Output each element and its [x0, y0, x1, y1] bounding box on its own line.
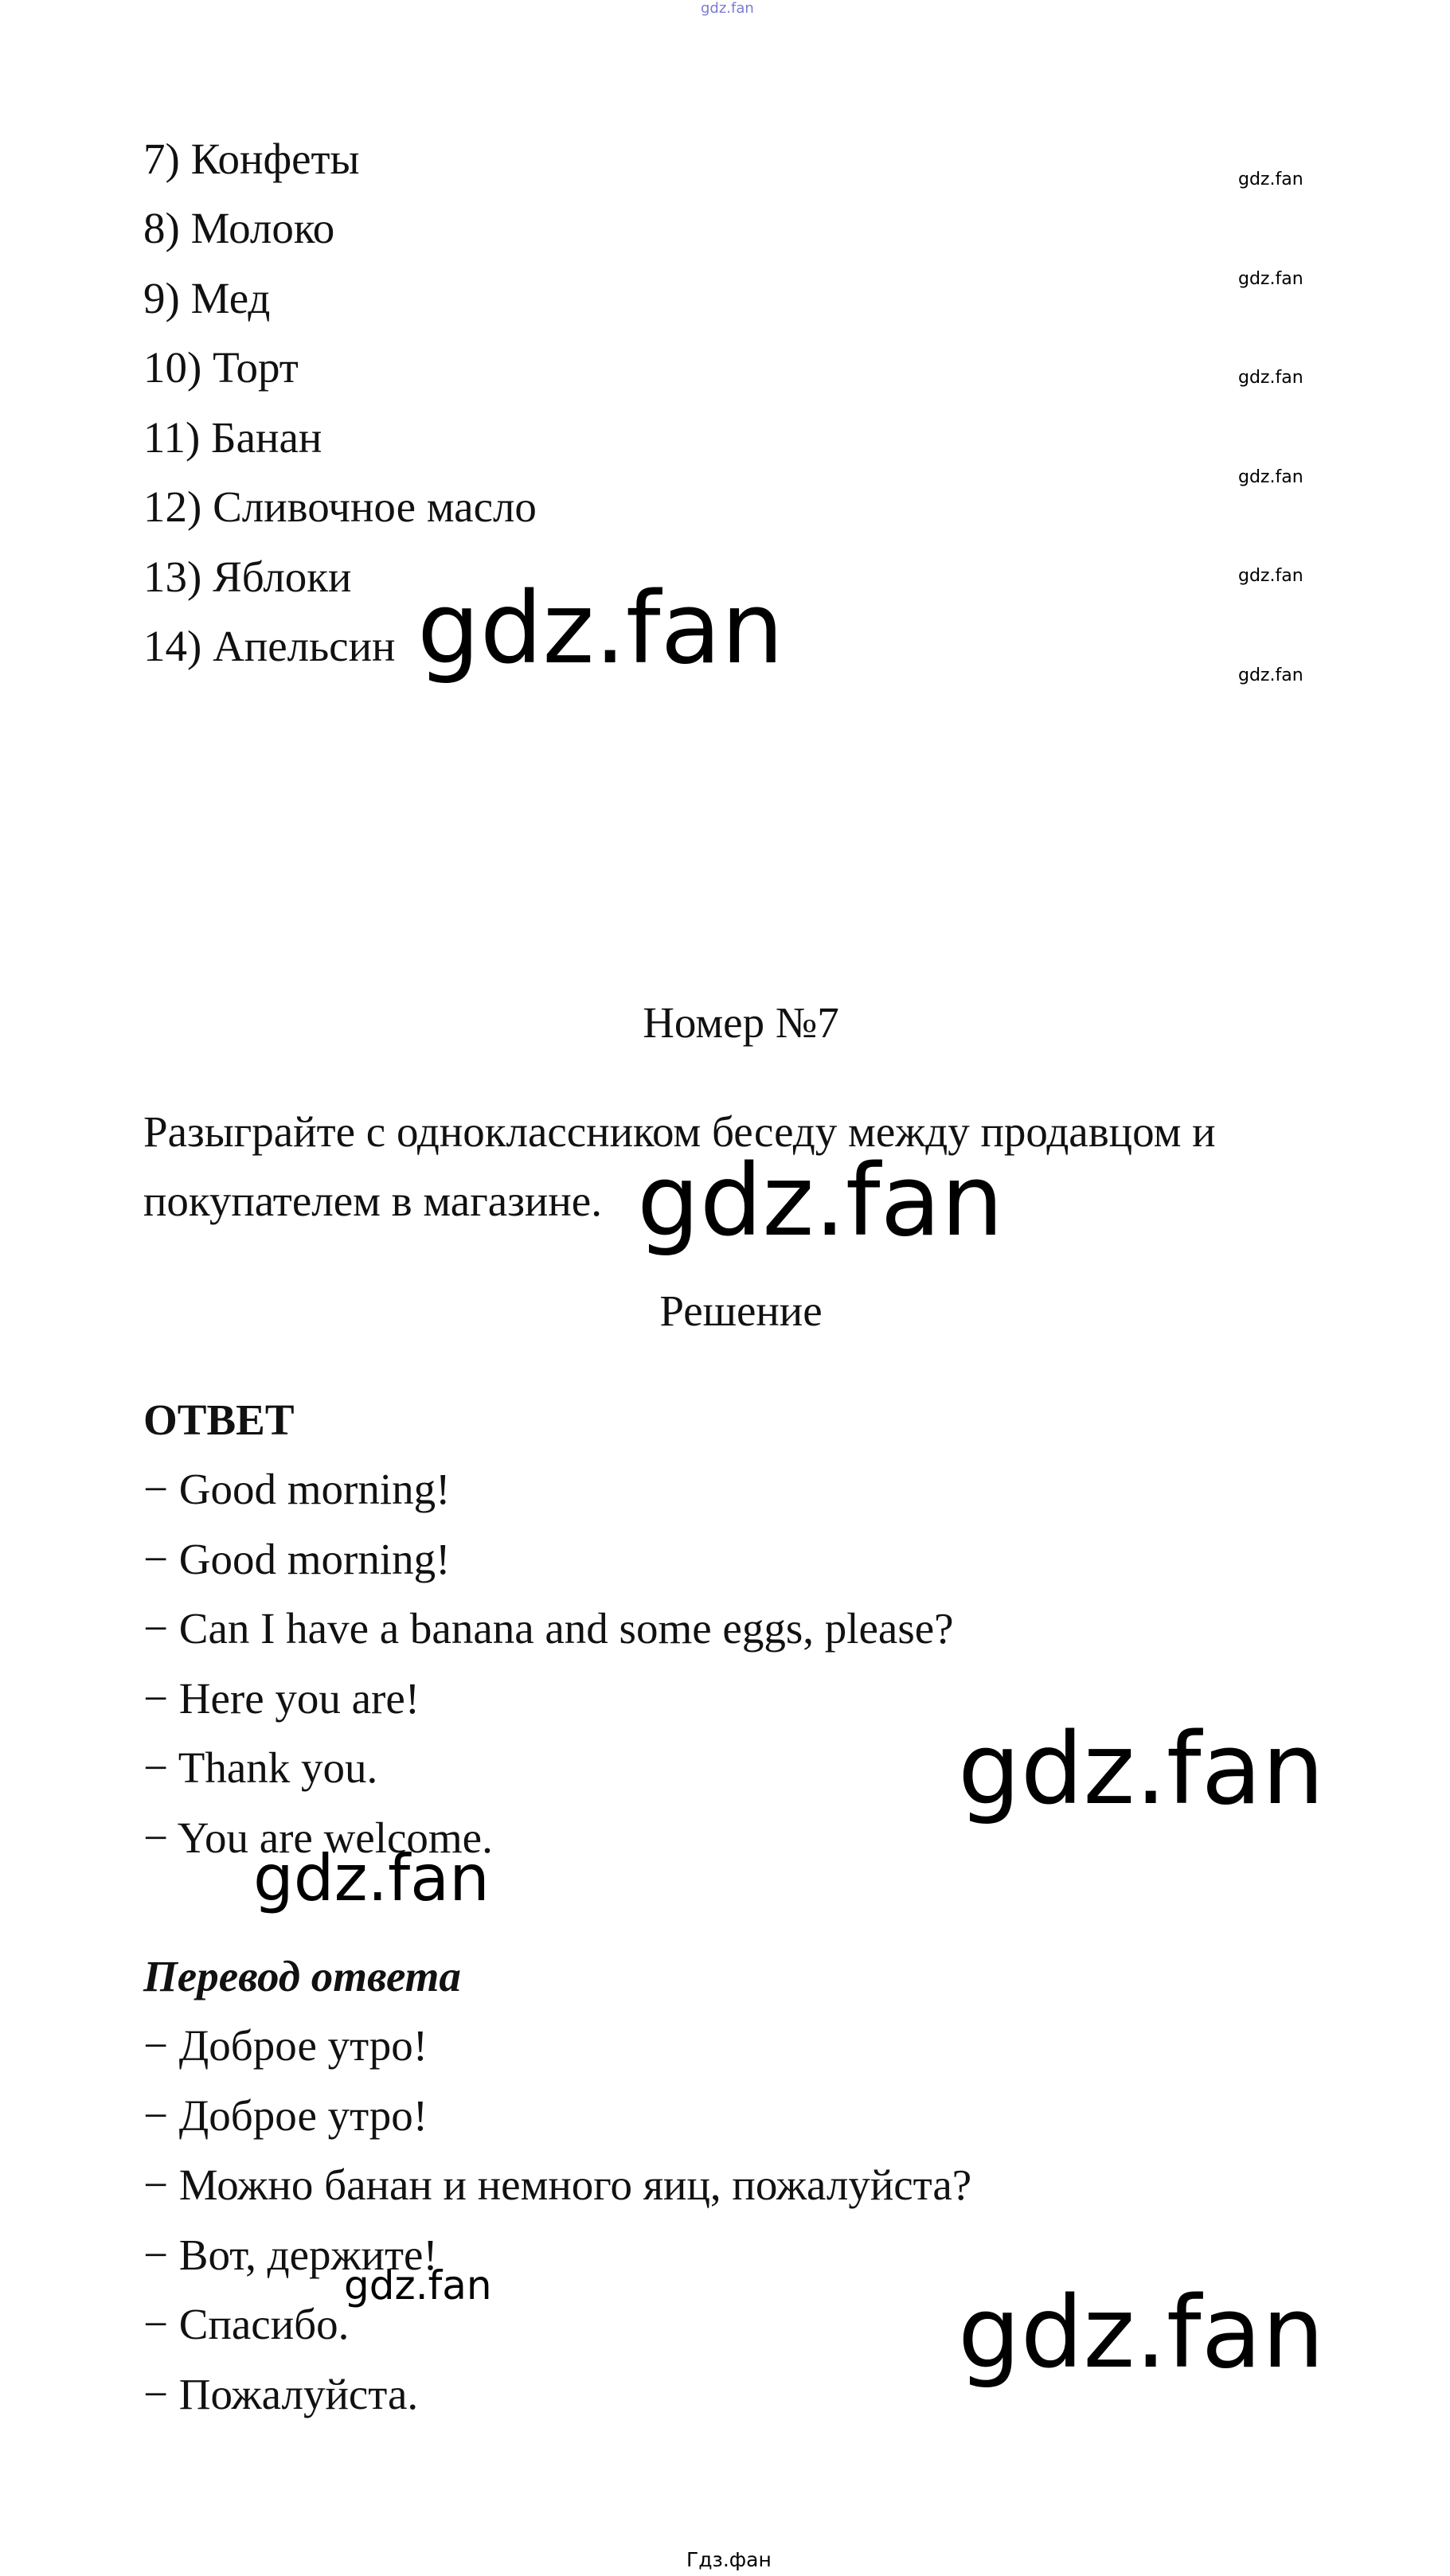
watermark-small: gdz.fan: [1238, 467, 1303, 487]
list-item: 7) Конфеты: [143, 135, 360, 183]
answer-heading: ОТВЕТ: [143, 1395, 295, 1444]
list-item: 14) Апельсин: [143, 622, 396, 670]
answer-line: − Thank you.: [143, 1743, 378, 1792]
list-item: 12) Сливочное масло: [143, 482, 537, 531]
watermark-large: gdz.fan: [417, 572, 784, 686]
answer-line: − Here you are!: [143, 1674, 420, 1723]
translation-line: − Доброе утро!: [143, 2021, 428, 2070]
watermark-small: gdz.fan: [1238, 368, 1303, 388]
translation-line: − Пожалуйста.: [143, 2370, 419, 2418]
task-text-line-1: Разыграйте с одноклассником беседу между продавцом и: [143, 1107, 1216, 1156]
watermark-medium: gdz.fan: [344, 2262, 492, 2309]
watermark-large: gdz.fan: [958, 2276, 1325, 2391]
answer-line: − Good morning!: [143, 1465, 451, 1513]
watermark-small: gdz.fan: [1238, 170, 1303, 189]
task-heading: Номер №7: [643, 998, 839, 1047]
list-item: 11) Банан: [143, 413, 322, 462]
list-item: 10) Торт: [143, 343, 299, 392]
translation-line: − Спасибо.: [143, 2300, 350, 2348]
watermark-small: gdz.fan: [1238, 566, 1303, 586]
answer-line: − Can I have a banana and some eggs, please?: [143, 1604, 954, 1653]
watermark-small: gdz.fan: [1238, 269, 1303, 289]
list-item: 9) Мед: [143, 274, 271, 322]
translation-line: − Вот, держите!: [143, 2231, 438, 2279]
translation-line: − Можно банан и немного яиц, пожалуйста?: [143, 2160, 972, 2209]
translation-heading: Перевод ответа: [143, 1952, 461, 2000]
watermark-large: gdz.fan: [637, 1144, 1004, 1259]
solution-heading: Решение: [659, 1286, 823, 1335]
watermark-top: gdz.fan: [701, 0, 754, 17]
watermark-medium: gdz.fan: [253, 1841, 490, 1915]
list-item: 13) Яблоки: [143, 552, 352, 601]
list-item: 8) Молоко: [143, 204, 335, 252]
task-text-line-2: покупателем в магазине.: [143, 1177, 602, 1225]
answer-line: − Good morning!: [143, 1535, 451, 1583]
footer-watermark: Гдз.фан: [686, 2548, 772, 2571]
watermark-small: gdz.fan: [1238, 665, 1303, 685]
answer-line: − You are welcome.: [143, 1813, 493, 1862]
watermark-large: gdz.fan: [958, 1712, 1325, 1827]
translation-line: − Доброе утро!: [143, 2091, 428, 2140]
